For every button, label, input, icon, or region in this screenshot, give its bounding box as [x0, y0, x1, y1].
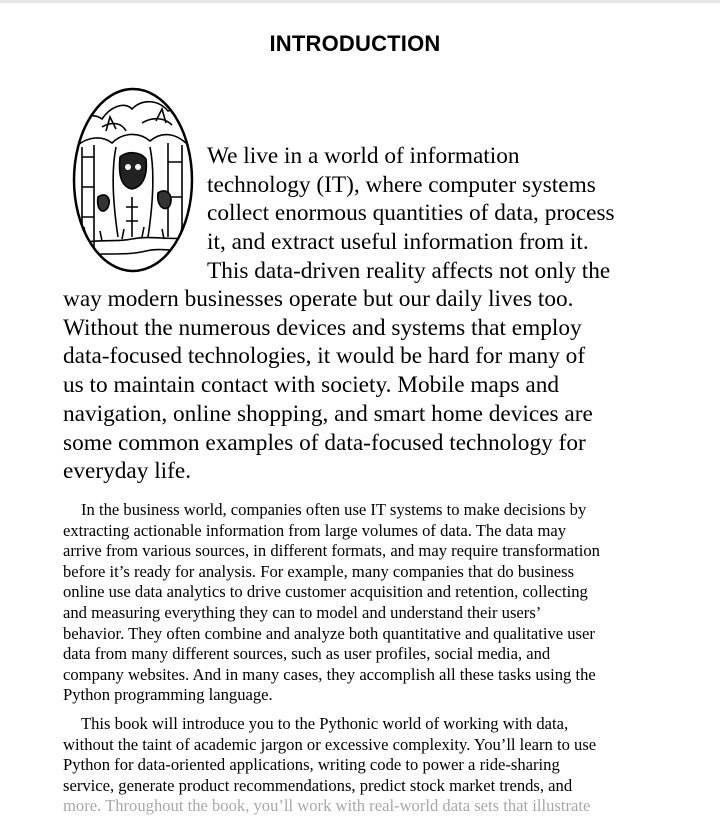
page-top-edge — [0, 0, 720, 3]
intro-lead-wrapped: We live in a world of information technology (IT), where computer systems collect enormous quantities of data, process it, and extract useful information from it. This data-driven reality affects not only the — [207, 143, 615, 284]
page-title: INTRODUCTION — [269, 31, 441, 56]
chapter-illustration — [72, 87, 194, 273]
body-paragraph-2: This book will introduce you to the Pythonic world of working with data, without the taint of academic jargon or excessive complexity. You’ll learn to use Python for data-oriented applications, writing code to power a ride-sharing service, generate product recommendations, predict stock market trends, and more. Throughout the book, you’ll work with real-world data sets that illustrate — [63, 714, 597, 816]
cut-off-line: more. Throughout the book, you’ll work with real-world data sets that illustrate — [63, 796, 591, 816]
body-paragraph-1: In the business world, companies often use IT systems to make decisions by extracting actionable information from large volumes of data. The data may arrive from various sources, in different formats, and may require transformation before it’s ready for analysis. For example, many companies that do business online use data analytics to drive customer acquisition and retention, collecting and measuring everything they can to model and understand their users’ behavior. They often combine and analyze both quantitative and qualitative user data from many different sources, such as user profiles, social media, and company websites. And in many cases, they accomplish all these tasks using the Python programming language. — [63, 500, 600, 705]
intro-lead-full: way modern businesses operate but our daily lives too. Without the numerous devices and systems that employ data-focused technologies, it would be hard for many of us to maintain contact with society. Mobile maps and navigation, online shopping, and smart home devices are some common examples of data-focused technology for everyday life. — [63, 286, 593, 485]
